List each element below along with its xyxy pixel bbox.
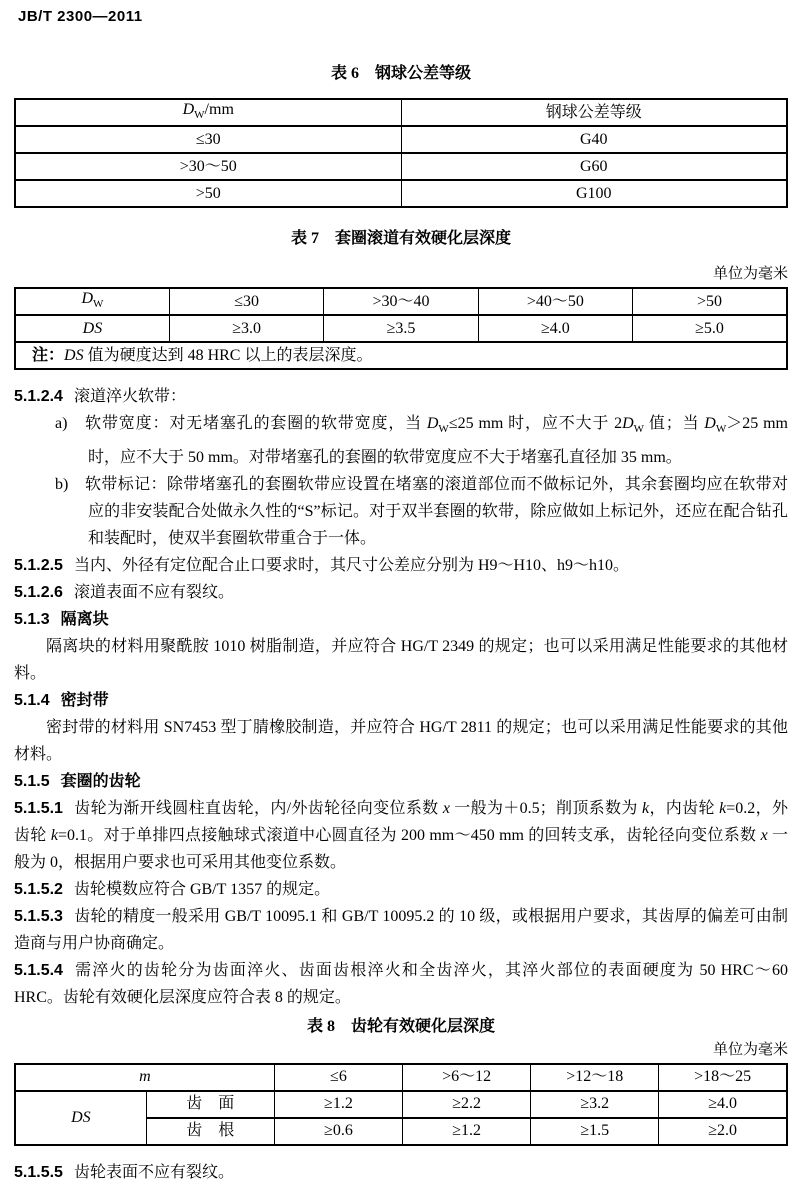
clause-number: 5.1.5.5 bbox=[14, 1163, 63, 1181]
clause-5-1-5-3: 5.1.5.3 齿轮的精度一般采用 GB/T 10095.1 和 GB/T 10095.2 的 10 级，或根据用户要求，其齿厚的偏差可由制造商与用户协商确定。 bbox=[14, 907, 788, 952]
clause-number: 5.1.5.2 bbox=[14, 880, 63, 898]
table6-header-grade: 钢球公差等级 bbox=[401, 99, 787, 126]
table8 bbox=[14, 1063, 788, 1146]
clause-5-1-5-4: 5.1.5.4 需淬火的齿轮分为齿面淬火、齿面齿根淬火和全齿淬火，其淬火部位的表面硬度为 50 HRC～60 HRC。齿轮有效硬化层深度应符合表 8 的规定。 bbox=[14, 961, 788, 1006]
clause-5-1-5-5: 5.1.5.5 齿轮表面不应有裂纹。 bbox=[14, 1163, 234, 1181]
table7 bbox=[14, 287, 788, 370]
clause-number: 5.1.5.3 bbox=[14, 907, 63, 925]
table-cell: ≥1.5 bbox=[531, 1118, 659, 1145]
table-cell: G100 bbox=[401, 180, 787, 207]
heading-5-1-3: 5.1.3 隔离块 bbox=[14, 610, 109, 628]
table-cell: >50 bbox=[633, 288, 787, 315]
table-cell: ≤6 bbox=[274, 1064, 402, 1091]
body-text-after-table8 bbox=[14, 1159, 788, 1186]
clause-5-1-5-2: 5.1.5.2 齿轮模数应符合 GB/T 1357 的规定。 bbox=[14, 880, 331, 898]
table-cell: ≥2.0 bbox=[659, 1118, 787, 1145]
list-item-b: b) 软带标记：除带堵塞孔的套圈软带应设置在堵塞的滚道部位而不做标记外，其余套圈均应在软带对应的非安装配合处做永久性的“S”标记。对于双半套圈的软带，除应做如上标记外，还应在配合钻孔和装配时，使双半套圈软带重合于一体。 bbox=[55, 475, 788, 547]
table8-face-row bbox=[15, 1091, 787, 1118]
table6-caption: 表 6 钢球公差等级 bbox=[330, 65, 471, 82]
clause-5-1-2-6: 5.1.2.6 滚道表面不应有裂纹。 bbox=[14, 583, 234, 601]
table-cell: ≥1.2 bbox=[274, 1091, 402, 1118]
table7-note: 注：DS 值为硬度达到 48 HRC 以上的表层深度。 bbox=[15, 342, 787, 369]
table-cell: DS bbox=[15, 315, 169, 342]
table-cell: >50 bbox=[15, 180, 401, 207]
table7-dw-row bbox=[15, 288, 787, 315]
table-cell: 齿 根 bbox=[146, 1118, 274, 1145]
clause-number: 5.1.5 bbox=[14, 772, 50, 790]
table6-header-row bbox=[15, 99, 787, 126]
table7-unit-note: 单位为毫米 bbox=[712, 266, 788, 283]
clause-number: 5.1.2.4 bbox=[14, 388, 63, 406]
table-cell: ≤30 bbox=[15, 126, 401, 153]
heading-5-1-4: 5.1.4 密封带 bbox=[14, 691, 109, 709]
clause-5-1-2-4: 5.1.2.4 滚道淬火软带： bbox=[14, 388, 186, 406]
table-cell: >18～25 bbox=[659, 1064, 787, 1091]
table6-header-dw: $D_W/mm$ bbox=[15, 99, 401, 126]
table-cell: ≥4.0 bbox=[478, 315, 632, 342]
paragraph-5-1-3: 隔离块的材料用聚酰胺 1010 树脂制造，并应符合 HG/T 2349 的规定；也可以采用满足性能要求的其他材料。 bbox=[14, 637, 788, 682]
table-cell: ≥3.5 bbox=[324, 315, 478, 342]
list-item-a: a) 软带宽度：对无堵塞孔的套圈的软带宽度，当 $D_W\le 25$ mm 时，应不大于 $2D_W$ 值；当 $D_W>25$ mm 时，应不大于 50 mm。对带堵塞孔的套圈的软带宽度应不大于堵塞孔直径加 35 mm。 bbox=[55, 415, 788, 466]
clause-number: 5.1.2.5 bbox=[14, 556, 63, 574]
clause-number: 5.1.2.6 bbox=[14, 583, 63, 601]
table-cell: ≤30 bbox=[169, 288, 323, 315]
paragraph-5-1-4: 密封带的材料用 SN7453 型丁腈橡胶制造，并应符合 HG/T 2811 的规定；也可以采用满足性能要求的其他材料。 bbox=[14, 718, 788, 763]
table8-m-row bbox=[15, 1064, 787, 1091]
table-cell: G40 bbox=[401, 126, 787, 153]
table7-ds-row bbox=[15, 315, 787, 342]
table8-ds-label: DS bbox=[15, 1091, 146, 1145]
clause-number: 5.1.4 bbox=[14, 691, 50, 709]
table6 bbox=[14, 98, 788, 208]
table-cell: 齿 面 bbox=[146, 1091, 274, 1118]
table-cell: ≥3.0 bbox=[169, 315, 323, 342]
standard-number: JB/T 2300—2011 bbox=[18, 8, 143, 25]
table-row bbox=[15, 126, 787, 153]
table-cell: m bbox=[15, 1064, 274, 1091]
table-cell: $D_W$ bbox=[15, 288, 169, 315]
table-cell: >6～12 bbox=[403, 1064, 531, 1091]
table-cell: ≥1.2 bbox=[403, 1118, 531, 1145]
table-cell: ≥0.6 bbox=[274, 1118, 402, 1145]
clause-number: 5.1.5.1 bbox=[14, 799, 63, 817]
table8-caption: 表 8 齿轮有效硬化层深度 bbox=[306, 1017, 495, 1035]
table-cell: >30～40 bbox=[324, 288, 478, 315]
table-cell: >12～18 bbox=[531, 1064, 659, 1091]
table-row bbox=[15, 180, 787, 207]
table7-note-row bbox=[15, 342, 787, 369]
clause-5-1-5-1: 5.1.5.1 齿轮为渐开线圆柱直齿轮，内/外齿轮径向变位系数 x 一般为＋0.5；削顶系数为 k，内齿轮 k=0.2，外齿轮 k=0.1。对于单排四点接触球式滚道中心圆直径为 200 mm～450 mm 的回转支承，齿轮径向变位系数 x 一般为 0，根据用户要求也可采用其他变位系数。 bbox=[14, 799, 788, 871]
table-cell: ≥5.0 bbox=[633, 315, 787, 342]
table-cell: ≥2.2 bbox=[403, 1091, 531, 1118]
clause-5-1-2-5: 5.1.2.5 当内、外径有定位配合止口要求时，其尺寸公差应分别为 H9～H10、h9～h10。 bbox=[14, 556, 630, 574]
table7-caption: 表 7 套圈滚道有效硬化层深度 bbox=[290, 230, 511, 248]
clause-number: 5.1.5.4 bbox=[14, 961, 63, 979]
table-cell: >40～50 bbox=[478, 288, 632, 315]
clause-number: 5.1.3 bbox=[14, 610, 50, 628]
heading-5-1-5: 5.1.5 套圈的齿轮 bbox=[14, 772, 141, 790]
table-row bbox=[15, 153, 787, 180]
table-cell: ≥3.2 bbox=[531, 1091, 659, 1118]
table-cell: ≥4.0 bbox=[659, 1091, 787, 1118]
table-cell: G60 bbox=[401, 153, 787, 180]
body-text bbox=[14, 383, 788, 1010]
table8-unit-note: 单位为毫米 bbox=[712, 1041, 788, 1058]
table-cell: >30～50 bbox=[15, 153, 401, 180]
